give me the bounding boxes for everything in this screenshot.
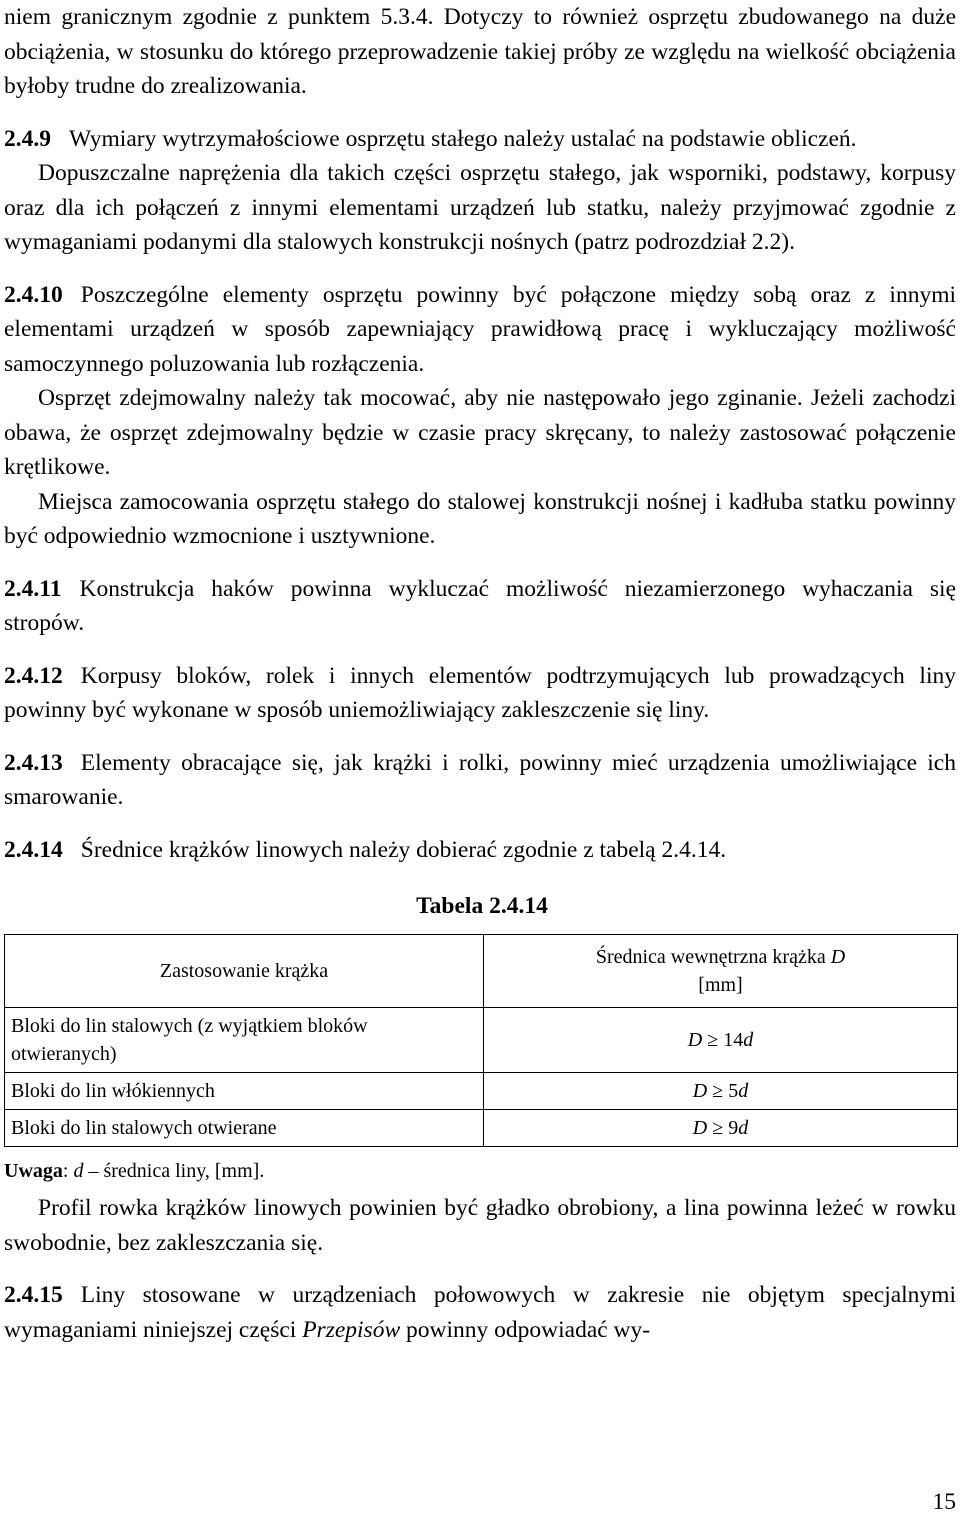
section-2-4-13 [4,746,956,815]
section-2-4-10-para3: Miejsca zamocowania osprzętu stałego do stalowej konstrukcji nośnej i kadłuba statku powinny być odpowiednio wzmocnione i usztywnione. [4,488,956,549]
header-diameter: Średnica wewnętrzna krążka D [mm] [484,935,958,1008]
intro-paragraph: niem granicznym zgodnie z punktem 5.3.4. Dotyczy to również osprzętu zbudowanego na duże obciążenia, w stosunku do którego przeprowadzenie takiej próby ze względu na wielkość obciążenia byłoby trudne do zrealizowania. [4,4,956,99]
after-table-paragraph: Profil rowka krążków linowych powinien być gładko obrobiony, a lina powinna leżeć w rowku swobodnie, bez zakleszczania się. [4,1195,956,1256]
page-number: 15 [932,1489,956,1515]
row-diameter: D ≥ 14d [484,1008,958,1073]
row-diameter: D ≥ 5d [484,1073,958,1110]
document-page [4,0,956,1347]
table-row [5,1073,958,1110]
row-application: Bloki do lin włókiennych [5,1073,484,1110]
table-row [5,1110,958,1147]
section-text: Korpusy bloków, rolek i innych elementów podtrzymujących lub prowadzących liny powinny być wykonane w sposób uniemożliwiający zakleszczenie się liny. [4,662,956,723]
section-2-4-12 [4,659,956,728]
section-2-4-11 [4,572,956,641]
section-2-4-9 [4,122,956,157]
section-text: Elementy obracające się, jak krążki i rolki, powinny mieć urządzenia umożliwiające ich smarowanie. [4,749,956,810]
section-number: 2.4.13 [4,749,63,776]
header-application: Zastosowanie krążka [5,935,484,1008]
section-text: Wymiary wytrzymałościowe osprzętu stałego należy ustalać na podstawie obliczeń. [69,125,857,152]
section-text: Konstrukcja haków powinna wykluczać możliwość niezamierzonego wyhaczania się stropów. [4,575,956,636]
table-header-row [5,935,958,1008]
section-number: 2.4.9 [4,125,51,152]
section-2-4-9-para2: Dopuszczalne naprężenia dla takich części osprzętu stałego, jak wsporniki, podstawy, korpusy oraz dla ich połączeń z innymi elementami urządzeń lub statku, należy przyjmować zgodnie z wymaganiami podanymi dla stalowych konstrukcji nośnych (patrz podrozdział 2.2). [4,160,956,255]
row-application: Bloki do lin stalowych (z wyjątkiem bloków otwieranych) [5,1008,484,1073]
section-number: 2.4.11 [4,575,62,602]
section-number: 2.4.15 [4,1282,63,1308]
table-title: Tabela 2.4.14 [416,893,548,919]
section-text: Średnice krążków linowych należy dobierać zgodnie z tabelą 2.4.14. [80,836,727,863]
section-2-4-15: 2.4.15 Liny stosowane w urządzeniach połowowych w zakresie nie objętym specjalnymi wymaganiami niniejszej części Przepisów powinny odpowiadać wy- [4,1282,956,1343]
section-text: Poszczególne elementy osprzętu powinny być połączone między sobą oraz z innymi elementami urządzeń w sposób zapewniający prawidłową pracę i wykluczający możliwość samoczynnego poluzowania lub rozłączenia. [4,281,956,377]
table-row [5,1008,958,1073]
row-diameter: D ≥ 9d [484,1110,958,1147]
table-note: Uwaga: d – średnica liny, [mm]. [4,1160,265,1182]
section-number: 2.4.14 [4,836,63,863]
row-application: Bloki do lin stalowych otwierane [5,1110,484,1147]
section-number: 2.4.12 [4,662,63,689]
sheave-diameter-table [4,934,958,1147]
section-number: 2.4.10 [4,281,63,308]
section-2-4-14 [4,833,956,868]
section-2-4-10-para2: Osprzęt zdejmowalny należy tak mocować, aby nie następowało jego zginanie. Jeżeli zachodzi obawa, że osprzęt zdejmowalny będzie w czasie pracy skręcany, to należy zastosować połączenie krętlikowe. [4,385,956,480]
section-2-4-10 [4,278,956,382]
